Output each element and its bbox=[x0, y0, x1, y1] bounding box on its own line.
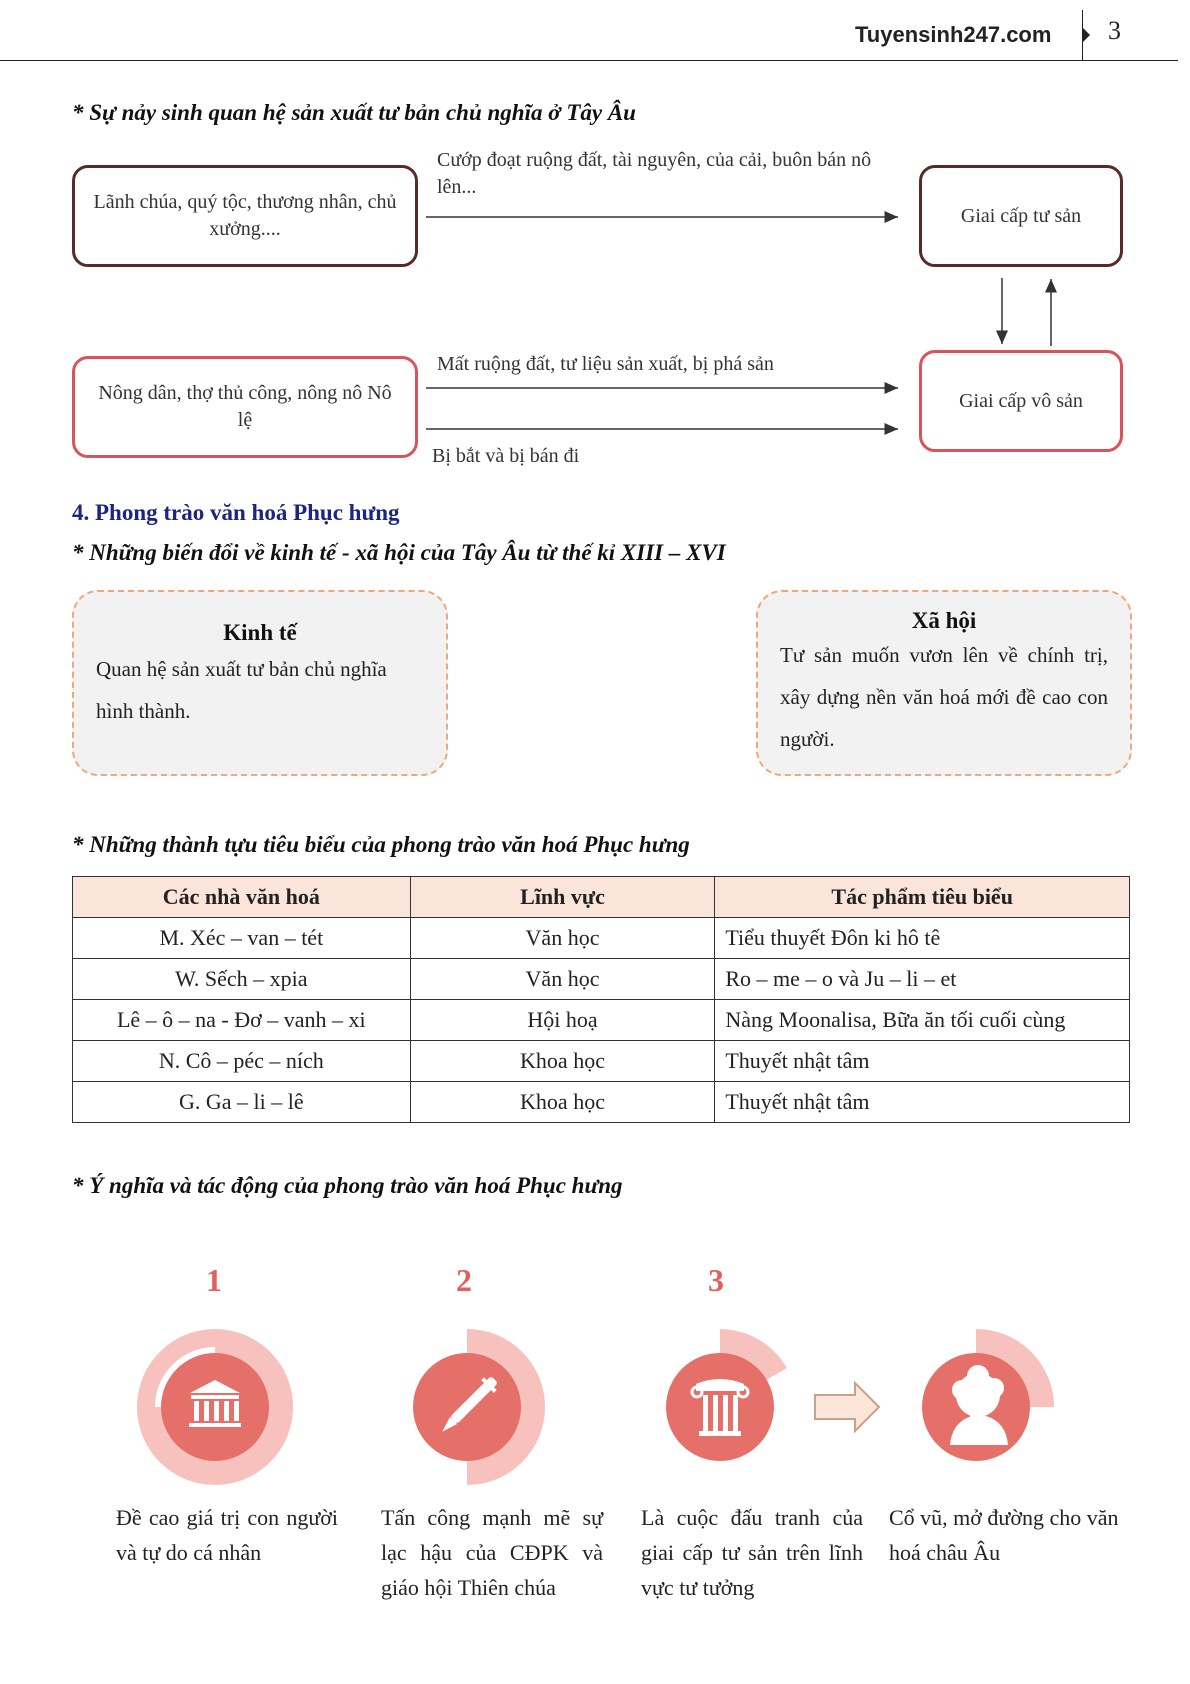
cell-work: Tiểu thuyết Đôn ki hô tê bbox=[715, 918, 1130, 959]
arrow-label-enslaved: Bị bắt và bị bán đi bbox=[432, 445, 580, 467]
society-card bbox=[756, 590, 1132, 776]
table-header-row bbox=[73, 877, 1130, 918]
item-number: 1 bbox=[206, 1262, 222, 1298]
right-arrow-icon bbox=[815, 1383, 879, 1431]
box-proletariat-label: Giai cấp vô sản bbox=[959, 389, 1083, 412]
society-title: Xã hội bbox=[911, 608, 977, 633]
cell-work: Thuyết nhật tâm bbox=[715, 1041, 1130, 1082]
achievements-table bbox=[72, 876, 1130, 1123]
capitalism-heading: * Sự nảy sinh quan hệ sản xuất tư bản chủ nghĩa ở Tây Âu bbox=[72, 100, 636, 125]
column-header: Các nhà văn hoá bbox=[73, 877, 411, 918]
box-feudal-lords-label: Lãnh chúa, quý tộc, thương nhân, chủ xưởng.... bbox=[93, 191, 397, 240]
temple-icon bbox=[137, 1329, 293, 1485]
person-silhouette-icon bbox=[922, 1329, 1054, 1461]
cell-scholar: G. Ga – li – lê bbox=[73, 1082, 411, 1123]
significance-text-3: Là cuộc đấu tranh của giai cấp tư sản trên lĩnh vực tư tưởng bbox=[641, 1505, 863, 1600]
column-icon bbox=[666, 1329, 787, 1461]
cell-field: Khoa học bbox=[410, 1041, 715, 1082]
box-bourgeoisie-label: Giai cấp tư sản bbox=[960, 204, 1082, 227]
cell-scholar: N. Cô – péc – ních bbox=[73, 1041, 411, 1082]
item-number: 3 bbox=[708, 1262, 724, 1298]
arrow-label-seizure: Cướp đoạt ruộng đất, tài nguyên, của cải, buôn bán nô lên... bbox=[437, 149, 872, 198]
society-text: Tư sản muốn vươn lên về chính trị, xây dựng nền văn hoá mới đề cao con người. bbox=[780, 643, 1108, 751]
significance-icons bbox=[0, 1300, 1190, 1500]
cell-scholar: M. Xéc – van – tét bbox=[73, 918, 411, 959]
diagram-arrows bbox=[0, 0, 1190, 480]
table-row bbox=[73, 918, 1130, 959]
item-number: 2 bbox=[456, 1262, 472, 1298]
cell-field: Văn học bbox=[410, 918, 715, 959]
cell-scholar: W. Sếch – xpia bbox=[73, 959, 411, 1000]
cell-field: Văn học bbox=[410, 959, 715, 1000]
economy-title: Kinh tế bbox=[223, 620, 297, 645]
page-number: 3 bbox=[1108, 16, 1121, 45]
economy-text: Quan hệ sản xuất tư bản chủ nghĩa hình thành. bbox=[96, 657, 387, 723]
box-peasants-label: Nông dân, thợ thủ công, nông nô Nô lệ bbox=[98, 382, 392, 431]
table-row bbox=[73, 1000, 1130, 1041]
arrow-label-dispossession: Mất ruộng đất, tư liệu sản xuất, bị phá sản bbox=[437, 353, 774, 375]
cell-scholar: Lê – ô – na - Đơ – vanh – xi bbox=[73, 1000, 411, 1041]
significance-text-2: Tấn công mạnh mẽ sự lạc hậu của CĐPK và giáo hội Thiên chúa bbox=[381, 1505, 603, 1600]
table-row bbox=[73, 1041, 1130, 1082]
changes-heading: * Những biến đổi về kinh tế - xã hội của Tây Âu từ thế kỉ XIII – XVI bbox=[72, 540, 726, 565]
achievements-heading: * Những thành tựu tiêu biểu của phong trào văn hoá Phục hưng bbox=[72, 832, 690, 857]
pen-icon bbox=[413, 1329, 545, 1485]
significance-text-4: Cổ vũ, mở đường cho văn hoá châu Âu bbox=[889, 1505, 1119, 1565]
cell-work: Thuyết nhật tâm bbox=[715, 1082, 1130, 1123]
significance-heading: * Ý nghĩa và tác động của phong trào văn hoá Phục hưng bbox=[72, 1173, 623, 1198]
cell-work: Ro – me – o và Ju – li – et bbox=[715, 959, 1130, 1000]
renaissance-heading: 4. Phong trào văn hoá Phục hưng bbox=[72, 500, 400, 525]
table-row bbox=[73, 1082, 1130, 1123]
cell-field: Hội hoạ bbox=[410, 1000, 715, 1041]
cell-field: Khoa học bbox=[410, 1082, 715, 1123]
table-row bbox=[73, 959, 1130, 1000]
column-header: Lĩnh vực bbox=[410, 877, 715, 918]
cell-work: Nàng Moonalisa, Bữa ăn tối cuối cùng bbox=[715, 1000, 1130, 1041]
column-header: Tác phẩm tiêu biểu bbox=[715, 877, 1130, 918]
site-name: Tuyensinh247.com bbox=[855, 22, 1052, 47]
economy-card bbox=[72, 590, 448, 776]
significance-text-1: Đề cao giá trị con người và tự do cá nhân bbox=[116, 1505, 338, 1565]
